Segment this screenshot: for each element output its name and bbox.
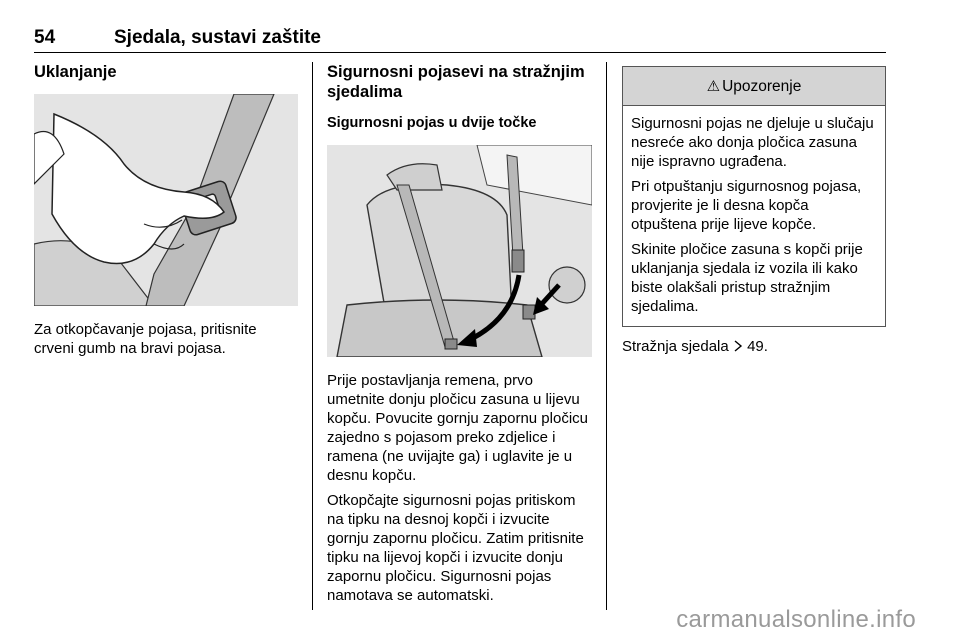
column-left (34, 62, 298, 364)
section-heading: Uklanjanje (34, 63, 117, 81)
reference-page: 49. (747, 338, 768, 355)
buckle-illustration-svg (34, 94, 298, 306)
warning-box (622, 66, 886, 327)
warning-paragraph: Skinite pločice zasuna s kopči prije uklanjanja sjedala iz vozila ili kako biste olakšali pristup stražnjim sjedalima. (631, 241, 863, 315)
column-right (622, 62, 886, 362)
warning-body (623, 106, 885, 326)
page-header (34, 24, 886, 53)
rear-seat-illustration-svg (327, 145, 592, 357)
warning-paragraph: Pri otpuštanju sigurnosnog pojasa, provjerite je li desna kopča otpuštena prije lijeve kopče. (631, 178, 862, 233)
column-middle (327, 62, 592, 611)
section-heading: Sigurnosni pojasevi na stražnjim sjedalima (327, 63, 585, 101)
page-reference-arrow-icon (733, 338, 747, 355)
seat-belt-buckle-release-illustration (34, 94, 298, 306)
page-number: 54 (34, 27, 56, 48)
warning-paragraph: Sigurnosni pojas ne djeluje u slučaju nesreće ako donja pločica zasuna nije ispravno ugrađena. (631, 115, 874, 170)
instructions (327, 371, 592, 605)
chapter-title: Sjedala, sustavi zaštite (114, 27, 321, 48)
column-divider (606, 62, 607, 610)
warning-triangle-icon: ⚠ (706, 77, 721, 95)
section-subheading: Sigurnosni pojas u dvije točke (327, 115, 537, 131)
paragraph: Prije postavljanja remena, prvo umetnite donju pločicu zasuna u lijevu kopču. Povucite gornju zapornu pločicu zajedno s pojasom preko zdjelice i ramena (ne uvijajte ga) i uglavite je u desnu kopču. (327, 372, 588, 484)
page-reference[interactable] (622, 337, 886, 356)
reference-text: Stražnja sjedala (622, 338, 729, 355)
paragraph: Otkopčajte sigurnosni pojas pritiskom na tipku na desnoj kopči i izvucite gornju zapornu pločicu. Zatim pritisnite tipku na lijevoj kopči i izvucite donju zapornu pločicu. Sigurnosni pojas namotava se automatski. (327, 492, 584, 604)
rear-seat-belt-illustration (327, 145, 592, 357)
column-divider (312, 62, 313, 610)
watermark: carmanualsonline.info (676, 606, 916, 633)
warning-title: Upozorenje (722, 77, 802, 95)
warning-header (623, 67, 885, 106)
figure-caption: Za otkopčavanje pojasa, pritisnite crveni gumb na bravi pojasa. (34, 321, 257, 357)
